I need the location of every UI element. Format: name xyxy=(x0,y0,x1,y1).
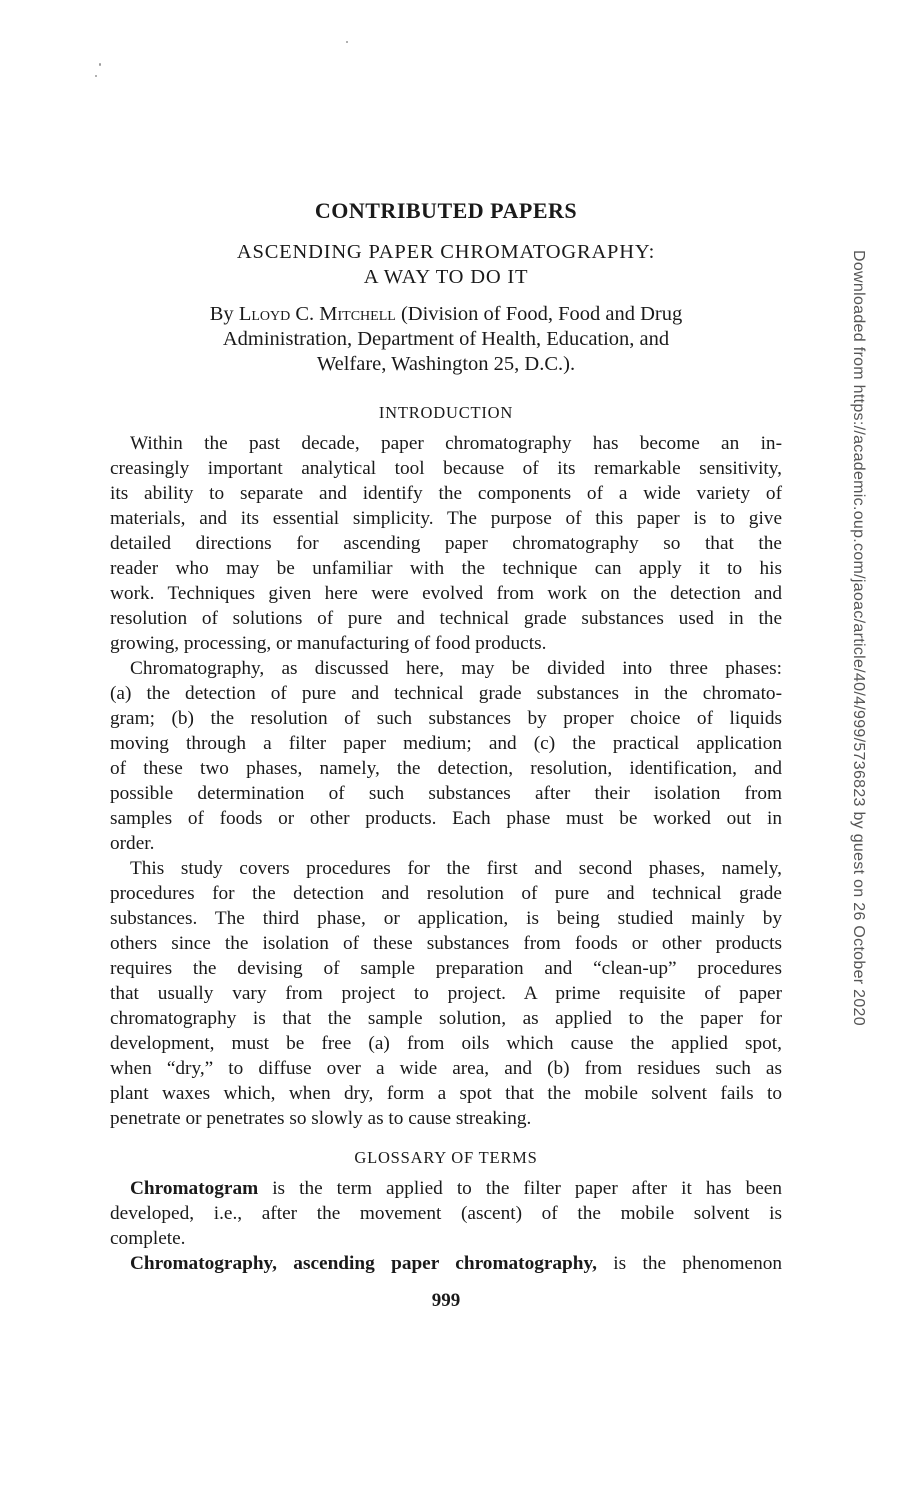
by-label: By xyxy=(209,303,234,325)
text-line xyxy=(110,1251,782,1276)
text-line: its ability to separate and identify the components of a wide variety of xyxy=(110,483,782,504)
text-line: substances. The third phase, or application, is being studied mainly by xyxy=(110,908,782,929)
glossary-term: Chromatogram xyxy=(130,1178,259,1199)
text-line: growing, processing, or manufacturing of food products. xyxy=(110,633,547,654)
glossary-definition: is the term applied to the filter paper after it has been xyxy=(258,1178,782,1199)
text-line: moving through a filter paper medium; and (c) the practical application xyxy=(110,733,782,754)
byline-line xyxy=(110,302,782,327)
text-line: complete. xyxy=(110,1228,186,1249)
text-line: Chromatography, as discussed here, may be divided into three phases: xyxy=(130,658,782,679)
text-line: work. Techniques given here were evolved from work on the detection and xyxy=(110,583,782,604)
introduction-paragraph-1 xyxy=(110,431,782,656)
title-line: A WAY TO DO IT xyxy=(363,266,529,288)
download-watermark xyxy=(847,250,871,1170)
text-line: reader who may be unfamiliar with the technique can apply it to his xyxy=(110,558,782,579)
glossary-heading: GLOSSARY OF TERMS xyxy=(354,1148,538,1167)
affiliation: Welfare, Washington 25, D.C.). xyxy=(316,353,576,375)
text-line: possible determination of such substances after their isolation from xyxy=(110,783,782,804)
text-line: requires the devising of sample preparation and “clean-up” procedures xyxy=(110,958,782,979)
text-line: plant waxes which, when dry, form a spot that the mobile solvent fails to xyxy=(110,1083,782,1104)
introduction-heading: INTRODUCTION xyxy=(378,403,514,422)
text-line: detailed directions for ascending paper chromatography so that the xyxy=(110,533,782,554)
text-line: (a) the detection of pure and technical grade substances in the chromato- xyxy=(110,683,782,704)
glossary-term: Chromatography, ascending paper chromatography, xyxy=(130,1253,597,1274)
glossary-definition: is the phenomenon xyxy=(596,1253,782,1274)
glossary-entry-chromatography xyxy=(110,1251,782,1276)
text-line: gram; (b) the resolution of such substances by proper choice of liquids xyxy=(110,708,782,729)
text-line: creasingly important analytical tool because of its remarkable sensitivity, xyxy=(110,458,782,479)
text-line: that usually vary from project to project. A prime requisite of paper xyxy=(110,983,782,1004)
introduction-paragraph-2 xyxy=(110,656,782,856)
affiliation: (Division of Food, Food and Drug xyxy=(400,303,683,325)
text-line: materials, and its essential simplicity. The purpose of this paper is to give xyxy=(110,508,782,529)
section-heading: CONTRIBUTED PAPERS xyxy=(314,198,578,223)
text-line: when “dry,” to diffuse over a wide area, and (b) from residues such as xyxy=(110,1058,782,1079)
text-line: others since the isolation of these substances from foods or other products xyxy=(110,933,782,954)
text-line: chromatography is that the sample solution, as applied to the paper for xyxy=(110,1008,782,1029)
text-line: penetrate or penetrates so slowly as to cause streaking. xyxy=(110,1108,532,1129)
author-byline xyxy=(110,302,782,377)
text-line: of these two phases, namely, the detection, resolution, identification, and xyxy=(110,758,782,779)
text-line: This study covers procedures for the first and second phases, namely, xyxy=(130,858,782,879)
scan-speck xyxy=(95,75,97,77)
text-line: procedures for the detection and resolution of pure and technical grade xyxy=(110,883,782,904)
text-line: order. xyxy=(110,833,155,854)
glossary-entry-chromatogram xyxy=(110,1176,782,1251)
affiliation: Administration, Department of Health, Education, and xyxy=(222,328,670,350)
scan-speck xyxy=(99,63,101,66)
text-line: samples of foods or other products. Each phase must be worked out in xyxy=(110,808,782,829)
text-line: developed, i.e., after the movement (ascent) of the mobile solvent is xyxy=(110,1203,782,1224)
text-line: resolution of solutions of pure and technical grade substances used in the xyxy=(110,608,782,629)
text-line xyxy=(110,1176,782,1201)
download-watermark-text: Downloaded from https://academic.oup.com/jaoac/article/40/4/999/5736823 by guest on 26 October 2020 xyxy=(850,250,867,1026)
page-number: 999 xyxy=(431,1290,461,1311)
article-title xyxy=(110,240,782,290)
scan-speck xyxy=(346,41,348,43)
text-line: development, must be free (a) from oils which cause the applied spot, xyxy=(110,1033,782,1054)
title-line: ASCENDING PAPER CHROMATOGRAPHY: xyxy=(236,241,656,263)
introduction-paragraph-3 xyxy=(110,856,782,1131)
text-line: Within the past decade, paper chromatography has become an in- xyxy=(130,433,782,454)
author-name: Lloyd C. Mitchell xyxy=(238,303,396,325)
